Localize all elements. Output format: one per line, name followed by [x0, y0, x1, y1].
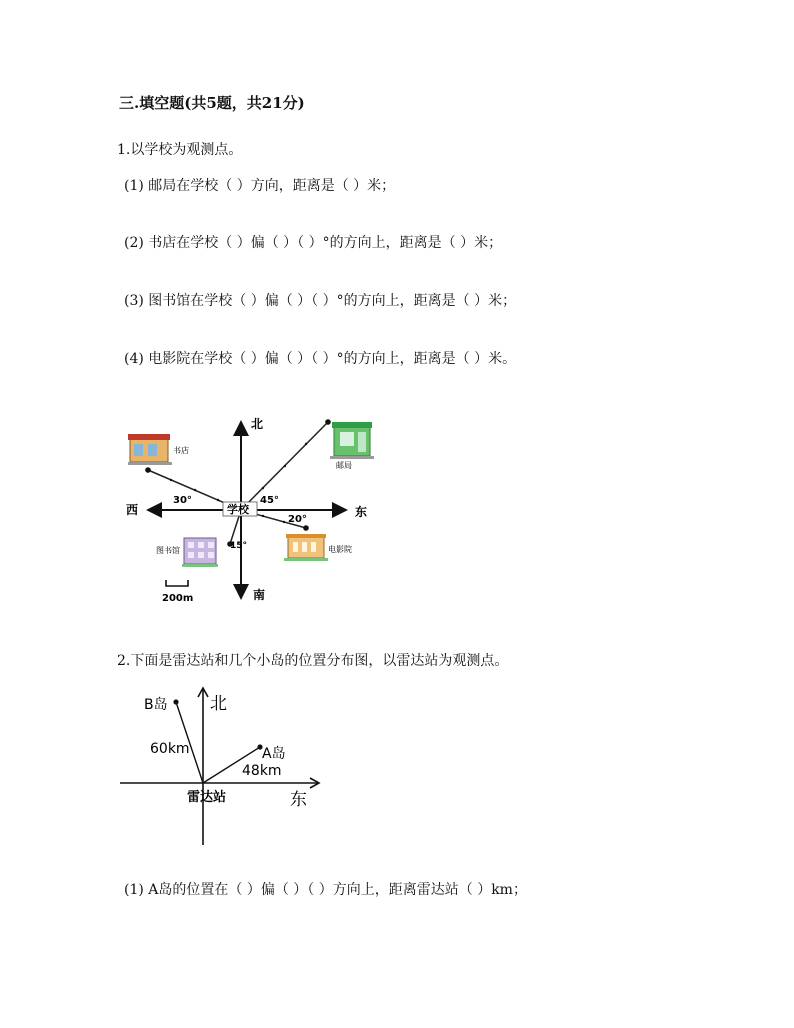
point-bookstore: [145, 467, 151, 473]
section-title: 三.填空题(共5题，共21分): [119, 94, 305, 112]
north-label: 北: [251, 417, 264, 431]
cinema-icon: [284, 534, 328, 561]
post-office-icon: [330, 422, 374, 459]
island-a-label: A岛: [262, 746, 286, 762]
angle-label-library: 15°: [230, 541, 248, 551]
library-label: 图书馆: [156, 546, 180, 555]
east-label: 东: [290, 790, 307, 810]
angle-label-post-office: 45°: [260, 495, 279, 506]
east-label: 东: [355, 505, 368, 519]
question-1-item-4: (4) 电影院在学校（ ）偏（ ）（ ）°的方向上，距离是（ ）米。: [124, 351, 517, 367]
question-1-item-3: (3) 图书馆在学校（ ）偏（ ）（ ）°的方向上，距离是（ ）米；: [124, 293, 517, 309]
bookstore-icon: [128, 434, 172, 465]
question-1-item-2: (2) 书店在学校（ ）偏（ ）（ ）°的方向上，距离是（ ）米；: [124, 235, 503, 251]
angle-label-bookstore: 30°: [173, 495, 192, 506]
school-label: 学校: [227, 503, 249, 516]
radar-station-diagram: [118, 685, 328, 850]
question-2-stem: 2.下面是雷达站和几个小岛的位置分布图，以雷达站为观测点。: [117, 653, 509, 669]
radar-station-label: 雷达站: [187, 790, 227, 805]
distance-a-label: 48km: [242, 763, 282, 779]
question-1-item-1: (1) 邮局在学校（ ）方向，距离是（ ）米；: [124, 178, 396, 194]
west-label: 西: [126, 503, 139, 517]
point-cinema: [303, 525, 309, 531]
question-1-stem: 1.以学校为观测点。: [117, 142, 243, 158]
bookstore-label: 书店: [173, 446, 189, 455]
cinema-label: 电影院: [328, 545, 352, 554]
scale-label: 200m: [162, 593, 194, 604]
library-icon: [182, 538, 218, 567]
school-direction-map: [118, 410, 378, 610]
question-2-item-1: (1) A岛的位置在（ ）偏（ ）（ ）方向上，距离雷达站（ ）km；: [124, 882, 527, 898]
island-b-label: B岛: [144, 697, 168, 713]
angle-label-cinema: 20°: [288, 514, 307, 525]
scale-bar: [166, 580, 188, 586]
distance-b-label: 60km: [150, 741, 190, 757]
north-label: 北: [210, 694, 227, 714]
south-label: 南: [253, 588, 266, 602]
post-office-label: 邮局: [336, 461, 352, 470]
point-island-b: [173, 699, 178, 704]
point-post-office: [325, 419, 331, 425]
